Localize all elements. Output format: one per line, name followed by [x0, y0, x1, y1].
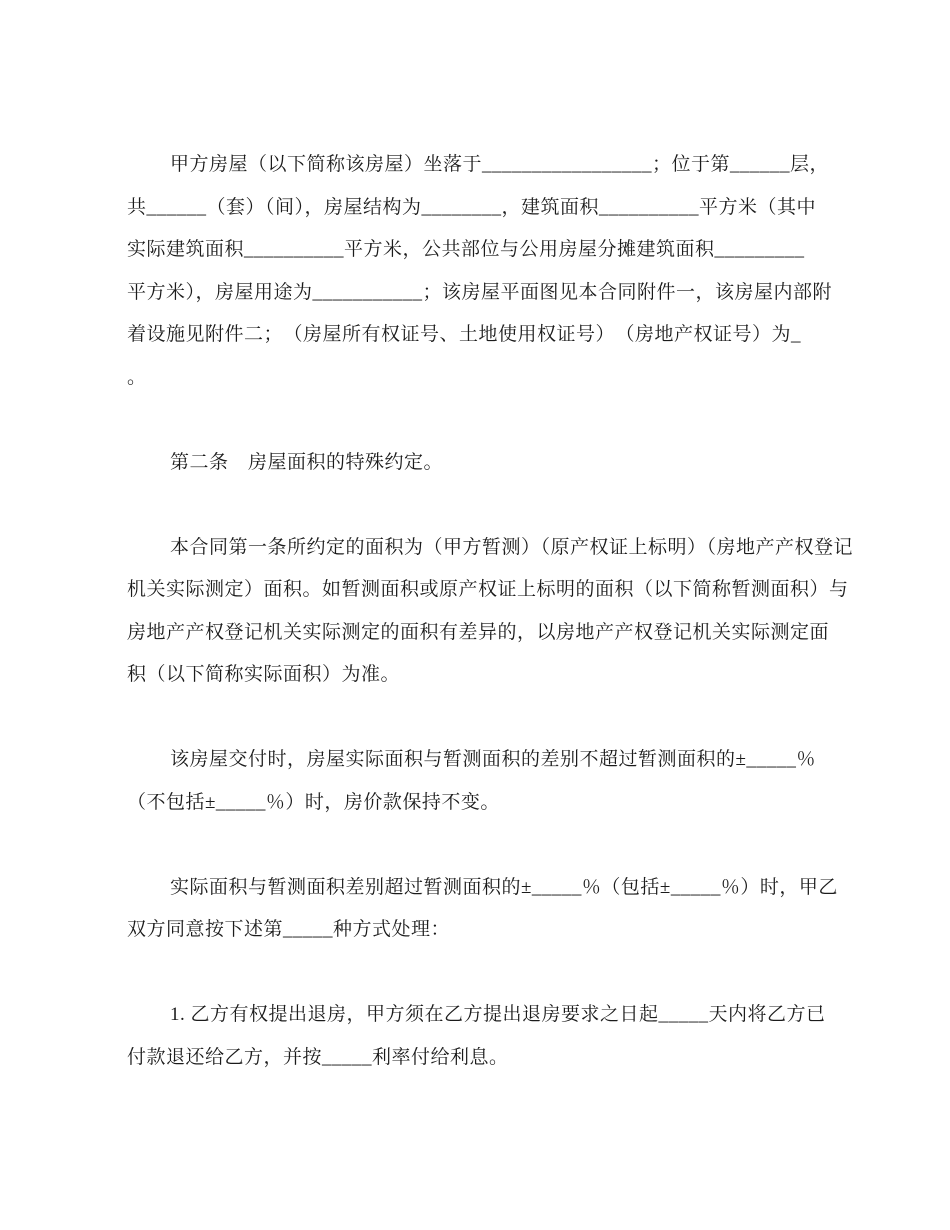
text-line: 1. 乙方有权提出退房，甲方须在乙方提出退房要求之日起_____天内将乙方已	[170, 1004, 826, 1025]
text-line: 机关实际测定）面积。如暂测面积或原产权证上标明的面积（以下简称暂测面积）与	[127, 579, 849, 600]
text-line: 积（以下简称实际面积）为准。	[127, 664, 401, 685]
text-line: 第二条 房屋面积的特殊约定。	[170, 451, 444, 473]
text-line: 本合同第一条所约定的面积为（甲方暂测）（原产权证上标明）（房地产产权登记	[170, 536, 854, 558]
text-line: （不包括±_____％）时，房价款保持不变。	[127, 791, 500, 813]
text-line: 。	[127, 366, 147, 388]
contract-text	[127, 144, 890, 1079]
clause2-area-definition-paragraph	[127, 527, 890, 697]
clause2-heading	[127, 442, 890, 485]
text-line: 甲方房屋（以下简称该房屋）坐落于_________________；位于第______层，	[170, 154, 830, 175]
text-line: 实际建筑面积__________平方米，公共部位与公用房屋分摊建筑面积_________	[127, 239, 805, 260]
text-line: 平方米），房屋用途为___________；该房屋平面图见本合同附件一，该房屋内部附	[127, 281, 833, 303]
text-line: 双方同意按下述第_____种方式处理：	[127, 919, 451, 940]
text-line: 着设施见附件二； （房屋所有权证号、土地使用权证号） （房地产权证号）为_	[127, 324, 802, 345]
clause1-house-location-paragraph	[127, 144, 890, 399]
text-line: 付款退还给乙方，并按_____利率付给利息。	[127, 1046, 509, 1068]
clause2-option1-refund-paragraph	[127, 994, 890, 1079]
text-line: 实际面积与暂测面积差别超过暂测面积的±_____％（包括±_____％）时，甲乙	[170, 876, 838, 898]
text-line: 共______（套）（间），房屋结构为________，建筑面积__________平方米（其中	[127, 196, 817, 218]
text-line: 该房屋交付时，房屋实际面积与暂测面积的差别不超过暂测面积的±_____％	[170, 749, 816, 770]
clause2-tolerance-paragraph	[127, 739, 890, 824]
text-line: 房地产产权登记机关实际测定的面积有差异的，以房地产产权登记机关实际测定面	[127, 621, 830, 643]
clause2-exceed-tolerance-paragraph	[127, 867, 890, 952]
